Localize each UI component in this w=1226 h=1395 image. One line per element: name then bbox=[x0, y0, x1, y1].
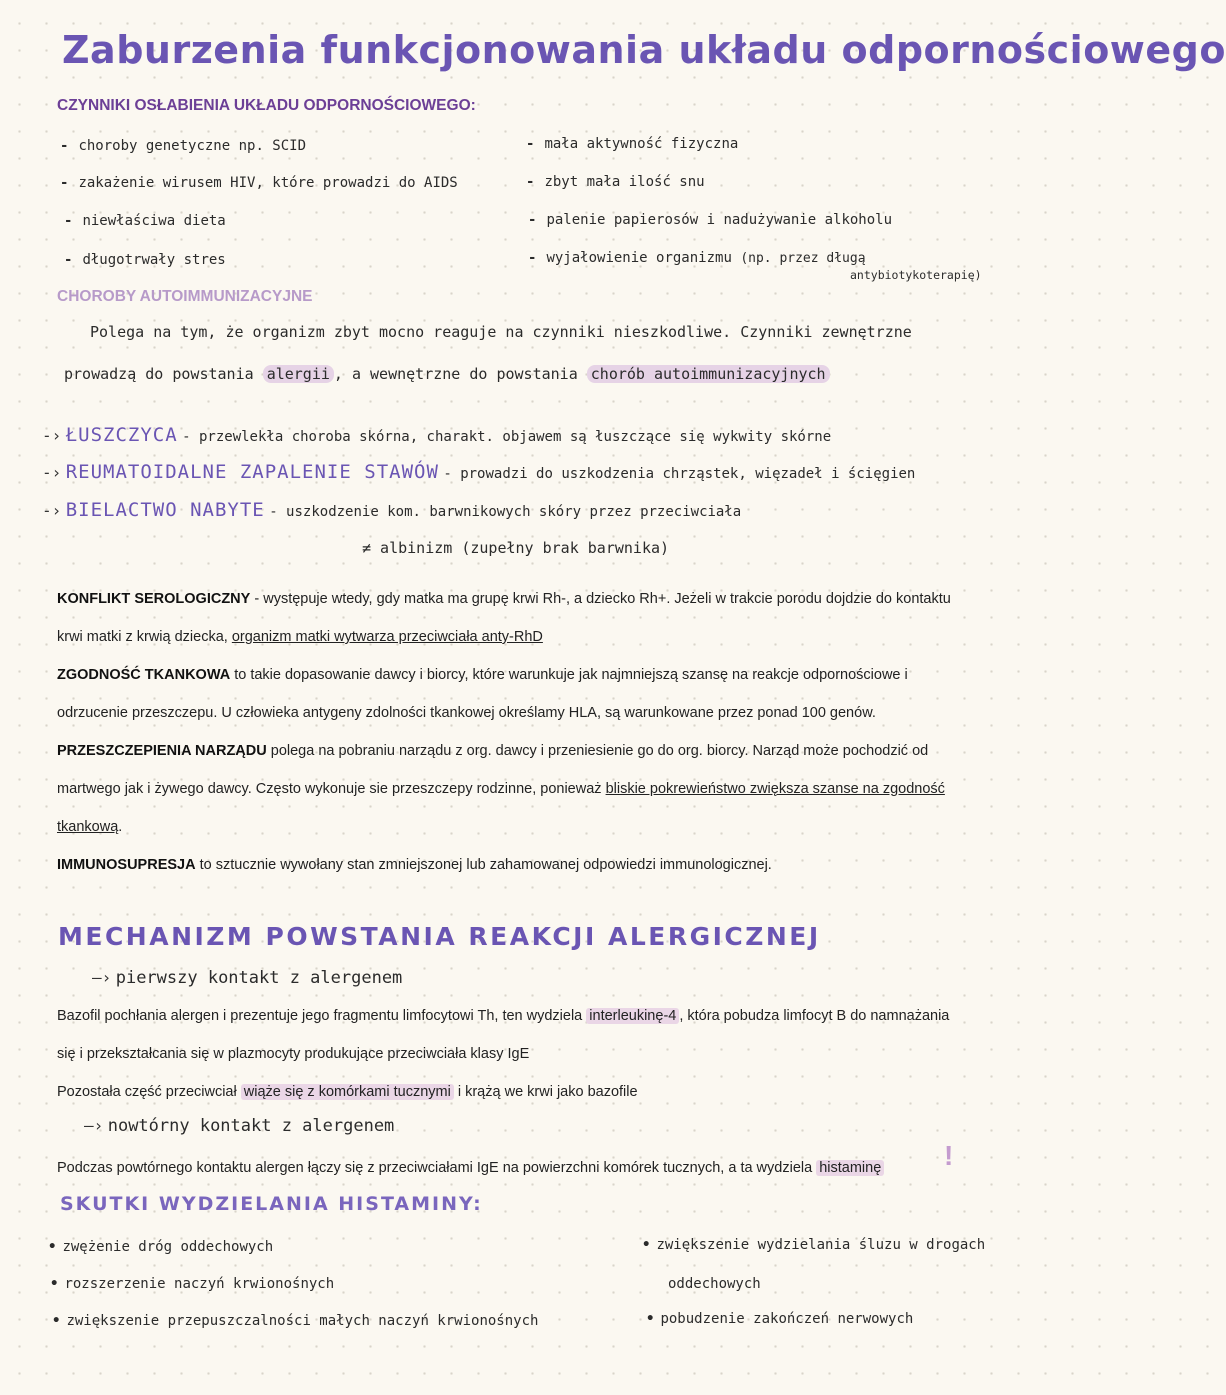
transplant-line-1: PRZESZCZEPIENIA NARZĄDU polega na pobraniu narządu z org. dawcy i przeniesienie go do org. biorcy. Narząd może pochodzić od bbox=[57, 743, 929, 759]
disease-name: REUMATOIDALNE ZAPALENIE STAWÓW bbox=[65, 461, 439, 483]
list-item: - zakażenie wirusem HIV, które prowadzi do AIDS bbox=[60, 175, 458, 191]
list-item: - wyjałowienie organizmu (np. przez długą bbox=[528, 250, 866, 266]
exclamation-mark: ! bbox=[944, 1140, 954, 1171]
mechanism-para-4: Podczas powtórnego kontaktu alergen łączy się z przeciwciałami IgE na powierzchni komórek tucznych, a ta wydziela histaminę bbox=[57, 1160, 884, 1176]
list-item: - zbyt mała ilość snu bbox=[526, 174, 705, 190]
highlight-alergii: alergii bbox=[263, 365, 334, 383]
disease-name: BIELACTWO NABYTE bbox=[65, 499, 265, 521]
list-item: • zwiększenie przepuszczalności małych naczyń krwionośnych bbox=[52, 1313, 539, 1329]
serological-line-1: KONFLIKT SEROLOGICZNY - występuje wtedy, gdy matka ma grupę krwi Rh-, a dziecko Rh+. Jeżeli w trakcie porodu dojdzie do kontaktu bbox=[57, 591, 951, 607]
disease-desc: - prowadzi do uszkodzenia chrząstek, więzadeł i ścięgien bbox=[443, 466, 916, 482]
immunosuppression-line: IMMUNOSUPRESJA to sztucznie wywołany stan zmniejszonej lub zahamowanej odpowiedzi immunologicznej. bbox=[57, 857, 772, 873]
highlight-interleukin: interleukinę-4 bbox=[586, 1008, 679, 1024]
highlight-autoimmune: chorób autoimmunizacyjnych bbox=[587, 365, 830, 383]
section-heading-effects: SKUTKI WYDZIELANIA HISTAMINY: bbox=[60, 1193, 483, 1215]
disease-desc: - uszkodzenie kom. barwnikowych skóry przez przeciwciała bbox=[269, 504, 742, 520]
disease-row: -› REUMATOIDALNE ZAPALENIE STAWÓW - prowadzi do uszkodzenia chrząstek, więzadeł i ścięgien bbox=[42, 461, 916, 483]
autoimmune-line-1: Polega na tym, że organizm zbyt mocno reaguje na czynniki nieszkodliwe. Czynniki zewnętrzne bbox=[90, 323, 912, 341]
mechanism-para-2: się i przekształcania się w plazmocyty produkujące przeciwciała klasy IgE bbox=[57, 1046, 530, 1062]
list-item: - palenie papierosów i nadużywanie alkoholu bbox=[528, 212, 893, 228]
list-item-continuation: oddechowych bbox=[668, 1276, 761, 1292]
highlight-histamine: histaminę bbox=[816, 1160, 884, 1176]
albinism-note: ≠ albinizm (zupełny brak barwnika) bbox=[362, 539, 670, 557]
disease-desc: - przewlekła choroba skórna, charakt. objawem są łuszczące się wykwity skórne bbox=[182, 429, 832, 445]
section-heading-weakening: CZYNNIKI OSŁABIENIA UKŁADU ODPORNOŚCIOWEGO: bbox=[57, 97, 476, 114]
section-heading-mechanism: MECHANIZM POWSTANIA REAKCJI ALERGICZNEJ bbox=[58, 922, 821, 951]
serological-line-2: krwi matki z krwią dziecka, organizm matki wytwarza przeciwciała anty-RhD bbox=[57, 629, 543, 645]
list-item: - mała aktywność fizyczna bbox=[526, 136, 739, 152]
mechanism-para-1: Bazofil pochłania alergen i prezentuje jego fragmentu limfocytowi Th, ten wydziela interleukinę-4 , która pobudza limfocyt B do namnażania bbox=[57, 1008, 950, 1024]
page-title: Zaburzenia funkcjonowania układu odpornościowego bbox=[62, 28, 1226, 72]
transplant-line-2: martwego jak i żywego dawcy. Często wykonuje sie przeszczepy rodzinne, ponieważ bliskie pokrewieństwo zwiększa szanse na zgodność bbox=[57, 781, 945, 797]
disease-row: -› ŁUSZCZYCA - przewlekła choroba skórna, charakt. objawem są łuszczące się wykwity skórne bbox=[42, 424, 832, 446]
list-item-continuation: antybiotykoterapię) bbox=[850, 268, 982, 282]
section-heading-autoimmune: CHOROBY AUTOIMMUNIZACYJNE bbox=[57, 288, 313, 305]
list-item: • zwiększenie wydzielania śluzu w drogach bbox=[642, 1237, 986, 1253]
second-contact-heading: —› nowtórny kontakt z alergenem bbox=[84, 1116, 395, 1136]
disease-row: -› BIELACTWO NABYTE - uszkodzenie kom. barwnikowych skóry przez przeciwciała bbox=[42, 499, 742, 521]
autoimmune-line-2: prowadzą do powstania alergii , a wewnętrzne do powstania chorób autoimmunizacyjnych bbox=[64, 365, 830, 383]
highlight-mast-cells: wiąże się z komórkami tucznymi bbox=[241, 1084, 454, 1100]
list-item: - choroby genetyczne np. SCID bbox=[60, 138, 307, 154]
tissue-line-2: odrzucenie przeszczepu. U człowieka antygeny zdolności tkankowej określamy HLA, są warunkowane przez ponad 100 genów. bbox=[57, 705, 876, 721]
transplant-line-3: tkankową. bbox=[57, 819, 123, 835]
list-item: - długotrwały stres bbox=[64, 252, 226, 268]
list-item: - niewłaściwa dieta bbox=[64, 213, 226, 229]
list-item: • zwężenie dróg oddechowych bbox=[48, 1239, 274, 1255]
list-item: • pobudzenie zakończeń nerwowych bbox=[646, 1311, 914, 1327]
tissue-line-1: ZGODNOŚĆ TKANKOWA to takie dopasowanie dawcy i biorcy, które warunkuje jak najmniejszą szansę na reakcje odpornościowe i bbox=[57, 667, 908, 683]
disease-name: ŁUSZCZYCA bbox=[65, 424, 178, 446]
list-item: • rozszerzenie naczyń krwionośnych bbox=[50, 1276, 335, 1292]
mechanism-para-3: Pozostała część przeciwciał wiąże się z komórkami tucznymi i krążą we krwi jako bazofile bbox=[57, 1084, 638, 1100]
first-contact-heading: —› pierwszy kontakt z alergenem bbox=[92, 968, 403, 988]
